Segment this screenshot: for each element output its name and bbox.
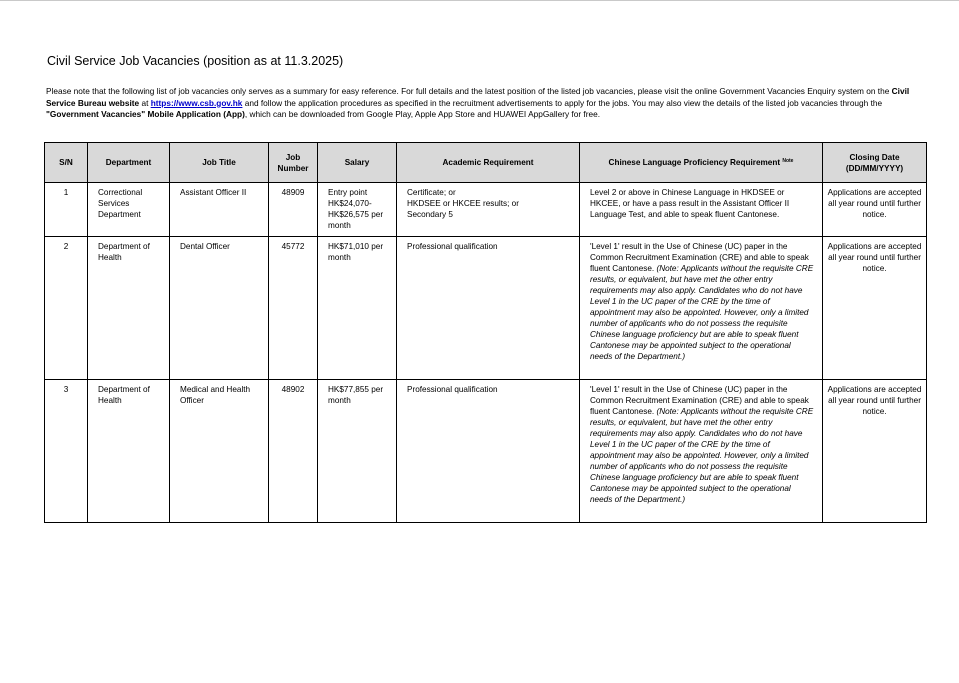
intro-text-2: and follow the application procedures as specified in the recruitment advertisements to apply for the jobs. You may also view the details of the listed job vacancies through the: [242, 97, 883, 108]
cell-sn: 2: [45, 237, 88, 380]
job-vacancies-table: [44, 142, 927, 523]
cell-salary: HK$77,855 per month: [318, 380, 397, 523]
cell-job-number: 48902: [269, 380, 318, 523]
academic-text: Professional qualification: [407, 385, 498, 394]
cell-chinese-requirement: [580, 237, 823, 380]
cell-department: Department of Health: [88, 237, 170, 380]
cell-department: Correctional Services Department: [88, 183, 170, 237]
header-sn: S/N: [45, 143, 88, 183]
cell-academic-requirement: [397, 183, 580, 237]
header-chinese-note: Note: [782, 158, 794, 164]
page-title: Civil Service Job Vacancies (position as at 11.3.2025): [47, 54, 344, 68]
table-row: [45, 380, 927, 523]
cell-salary: HK$71,010 per month: [318, 237, 397, 380]
page-top-border: [0, 0, 959, 1]
header-department: Department: [88, 143, 170, 183]
csb-website-label: Civil Service Bureau website: [46, 86, 910, 108]
cell-salary: Entry point HK$24,070-HK$26,575 per month: [318, 183, 397, 237]
intro-paragraph: [46, 86, 926, 120]
table-row: [45, 237, 927, 380]
intro-text-at: at: [139, 97, 151, 108]
cell-job-title: Medical and Health Officer: [170, 380, 269, 523]
cell-closing-date: Applications are accepted all year round until further notice.: [823, 380, 927, 523]
cell-sn: 3: [45, 380, 88, 523]
cell-sn: 1: [45, 183, 88, 237]
csb-website-link[interactable]: https://www.csb.gov.hk: [150, 97, 243, 108]
header-salary: Salary: [318, 143, 397, 183]
chinese-requirement-note: (Note: Applicants without the requisite CRE results, or equivalent, but have met the other entry requirements may also apply. Candidates who do not have Level 1 in the UC paper of the CRE by the time of appointment may also be appointed. However, only a limited number of applicants who do not possess the requisite Chinese language proficiency but are able to speak fluent Cantonese may be appointed subject to the operational needs of the Department.): [590, 264, 814, 361]
table-row: [45, 183, 927, 237]
header-chinese-requirement: [580, 143, 823, 183]
chinese-requirement-text: 'Level 1' result in the Use of Chinese (UC) paper in the Common Recruitment Examination (CRE) and able to speak fluent Cantonese.: [590, 385, 809, 416]
cell-chinese-requirement: [580, 380, 823, 523]
intro-text-3: , which can be downloaded from Google Play, Apple App Store and HUAWEI AppGallery for free.: [244, 108, 601, 119]
table-header-row: [45, 143, 927, 183]
academic-text: Professional qualification: [407, 242, 498, 251]
chinese-requirement-note: (Note: Applicants without the requisite CRE results, or equivalent, but have met the other entry requirements may also apply. Candidates who do not have Level 1 in the UC paper of the CRE by the time of appointment may also be appointed. However, only a limited number of applicants who do not possess the requisite Chinese language proficiency but are able to speak fluent Cantonese may be appointed subject to the operational needs of the Department.): [590, 407, 814, 504]
cell-job-title: Assistant Officer II: [170, 183, 269, 237]
cell-job-number: 48909: [269, 183, 318, 237]
cell-academic-requirement: [397, 237, 580, 380]
cell-job-number: 45772: [269, 237, 318, 380]
cell-closing-date: Applications are accepted all year round until further notice.: [823, 183, 927, 237]
mobile-app-label: "Government Vacancies" Mobile Application (App): [46, 108, 245, 119]
header-academic-requirement: Academic Requirement: [397, 143, 580, 183]
cell-academic-requirement: [397, 380, 580, 523]
chinese-requirement-text: 'Level 1' result in the Use of Chinese (UC) paper in the Common Recruitment Examination (CRE) and able to speak fluent Cantonese.: [590, 242, 809, 273]
academic-text: Certificate; or HKDSEE or HKCEE results; or Secondary 5: [407, 188, 519, 219]
cell-job-title: Dental Officer: [170, 237, 269, 380]
header-closing-date: Closing Date (DD/MM/YYYY): [823, 143, 927, 183]
chinese-requirement-text: Level 2 or above in Chinese Language in HKDSEE or HKCEE, or have a pass result in the Assistant Officer II Language Test, and able to speak fluent Cantonese.: [590, 188, 790, 219]
header-job-number: Job Number: [269, 143, 318, 183]
header-chinese-label: Chinese Language Proficiency Requirement: [608, 158, 781, 167]
header-job-title: Job Title: [170, 143, 269, 183]
cell-department: Department of Health: [88, 380, 170, 523]
intro-text-1: Please note that the following list of job vacancies only serves as a summary for easy reference. For full details and the latest position of the listed job vacancies, please visit the online Government Vacancies Enquiry system on the: [46, 86, 892, 97]
cell-closing-date: Applications are accepted all year round until further notice.: [823, 237, 927, 380]
cell-chinese-requirement: [580, 183, 823, 237]
